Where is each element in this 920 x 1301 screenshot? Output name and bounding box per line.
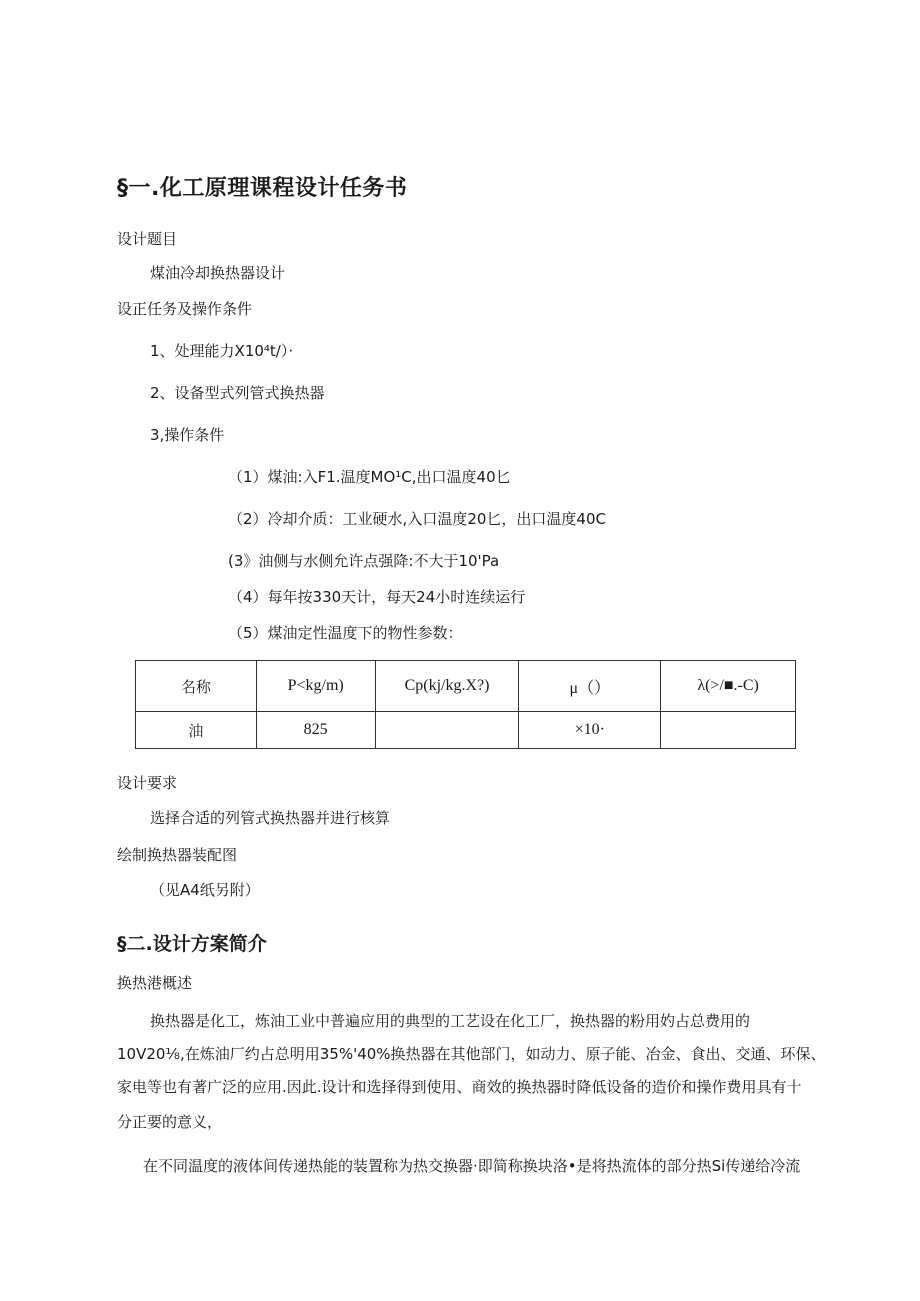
section1-title: §一.化工原理课程设计任务书: [117, 176, 408, 201]
table-row: [136, 712, 796, 749]
header-conductivity: λ(>/■.-C): [661, 661, 796, 712]
task-label: 设正任务及操作条件: [117, 300, 253, 318]
cell-name: 油: [136, 712, 257, 749]
para1-line2: 10V20⅛,在炼油厂约占总明用35%'40%换热器在其他部门，如动力、原子能、冶金、食出、交通、环保、: [117, 1045, 826, 1063]
para1-line3: 家电等也有著广泛的应用.因此.设计和选择得到使用、商效的换热器时降低设备的造价和操作费用具有十: [117, 1078, 802, 1096]
table-header-row: [136, 661, 796, 712]
header-name: 名称: [136, 661, 257, 712]
drawing-label: 绘制换热器装配图: [117, 846, 238, 864]
para2-line1: 在不同温度的液体间传递热能的装置称为热交换器·即简称换块洛•是将热流体的部分热Si传递给冷流: [143, 1157, 801, 1175]
condition-2: （2）冷却介质：工业硬水,入口温度20匕，出口温度40C: [228, 510, 606, 528]
section2-title: §二.设计方案简介: [117, 933, 267, 955]
condition-5: （5）煤油定性温度下的物性参数：: [228, 624, 463, 642]
item-3: 3,操作条件: [150, 426, 225, 444]
condition-3: (3》油侧与水侧允许点强降:不大于10'Pa: [228, 552, 500, 570]
header-viscosity: μ（）: [519, 661, 661, 712]
item-2: 2、设备型式列管式换热器: [150, 384, 325, 402]
item-1: 1、处理能力X10⁴t/）·: [150, 342, 294, 360]
design-topic-label: 设计题目: [117, 230, 178, 248]
overview-label: 换热港概述: [117, 974, 193, 992]
para1-line4: 分正要的意义，: [117, 1113, 223, 1131]
requirement-label: 设计要求: [117, 774, 178, 792]
cell-density: 825: [256, 712, 375, 749]
header-density: P<kg/m): [256, 661, 375, 712]
condition-1: （1）煤油:入F1.温度MO¹C,出口温度40匕: [228, 468, 511, 486]
requirement-text: 选择合适的列管式换热器并进行核算: [150, 809, 391, 827]
cell-conductivity: [661, 712, 796, 749]
property-table: [135, 660, 796, 749]
header-heat-capacity: Cp(kj/kg.X?): [375, 661, 519, 712]
condition-4: （4）每年按330天计，每天24小时连续运行: [228, 588, 526, 606]
cell-viscosity: ×10·: [519, 712, 661, 749]
cell-heat-capacity: [375, 712, 519, 749]
para1-line1: 换热器是化工，炼油工业中普遍应用的典型的工艺设在化工厂，换热器的粉用妁占总费用的: [150, 1012, 751, 1030]
design-topic: 煤油冷却换热器设计: [150, 264, 286, 282]
drawing-note: （见A4纸另附）: [150, 881, 260, 899]
